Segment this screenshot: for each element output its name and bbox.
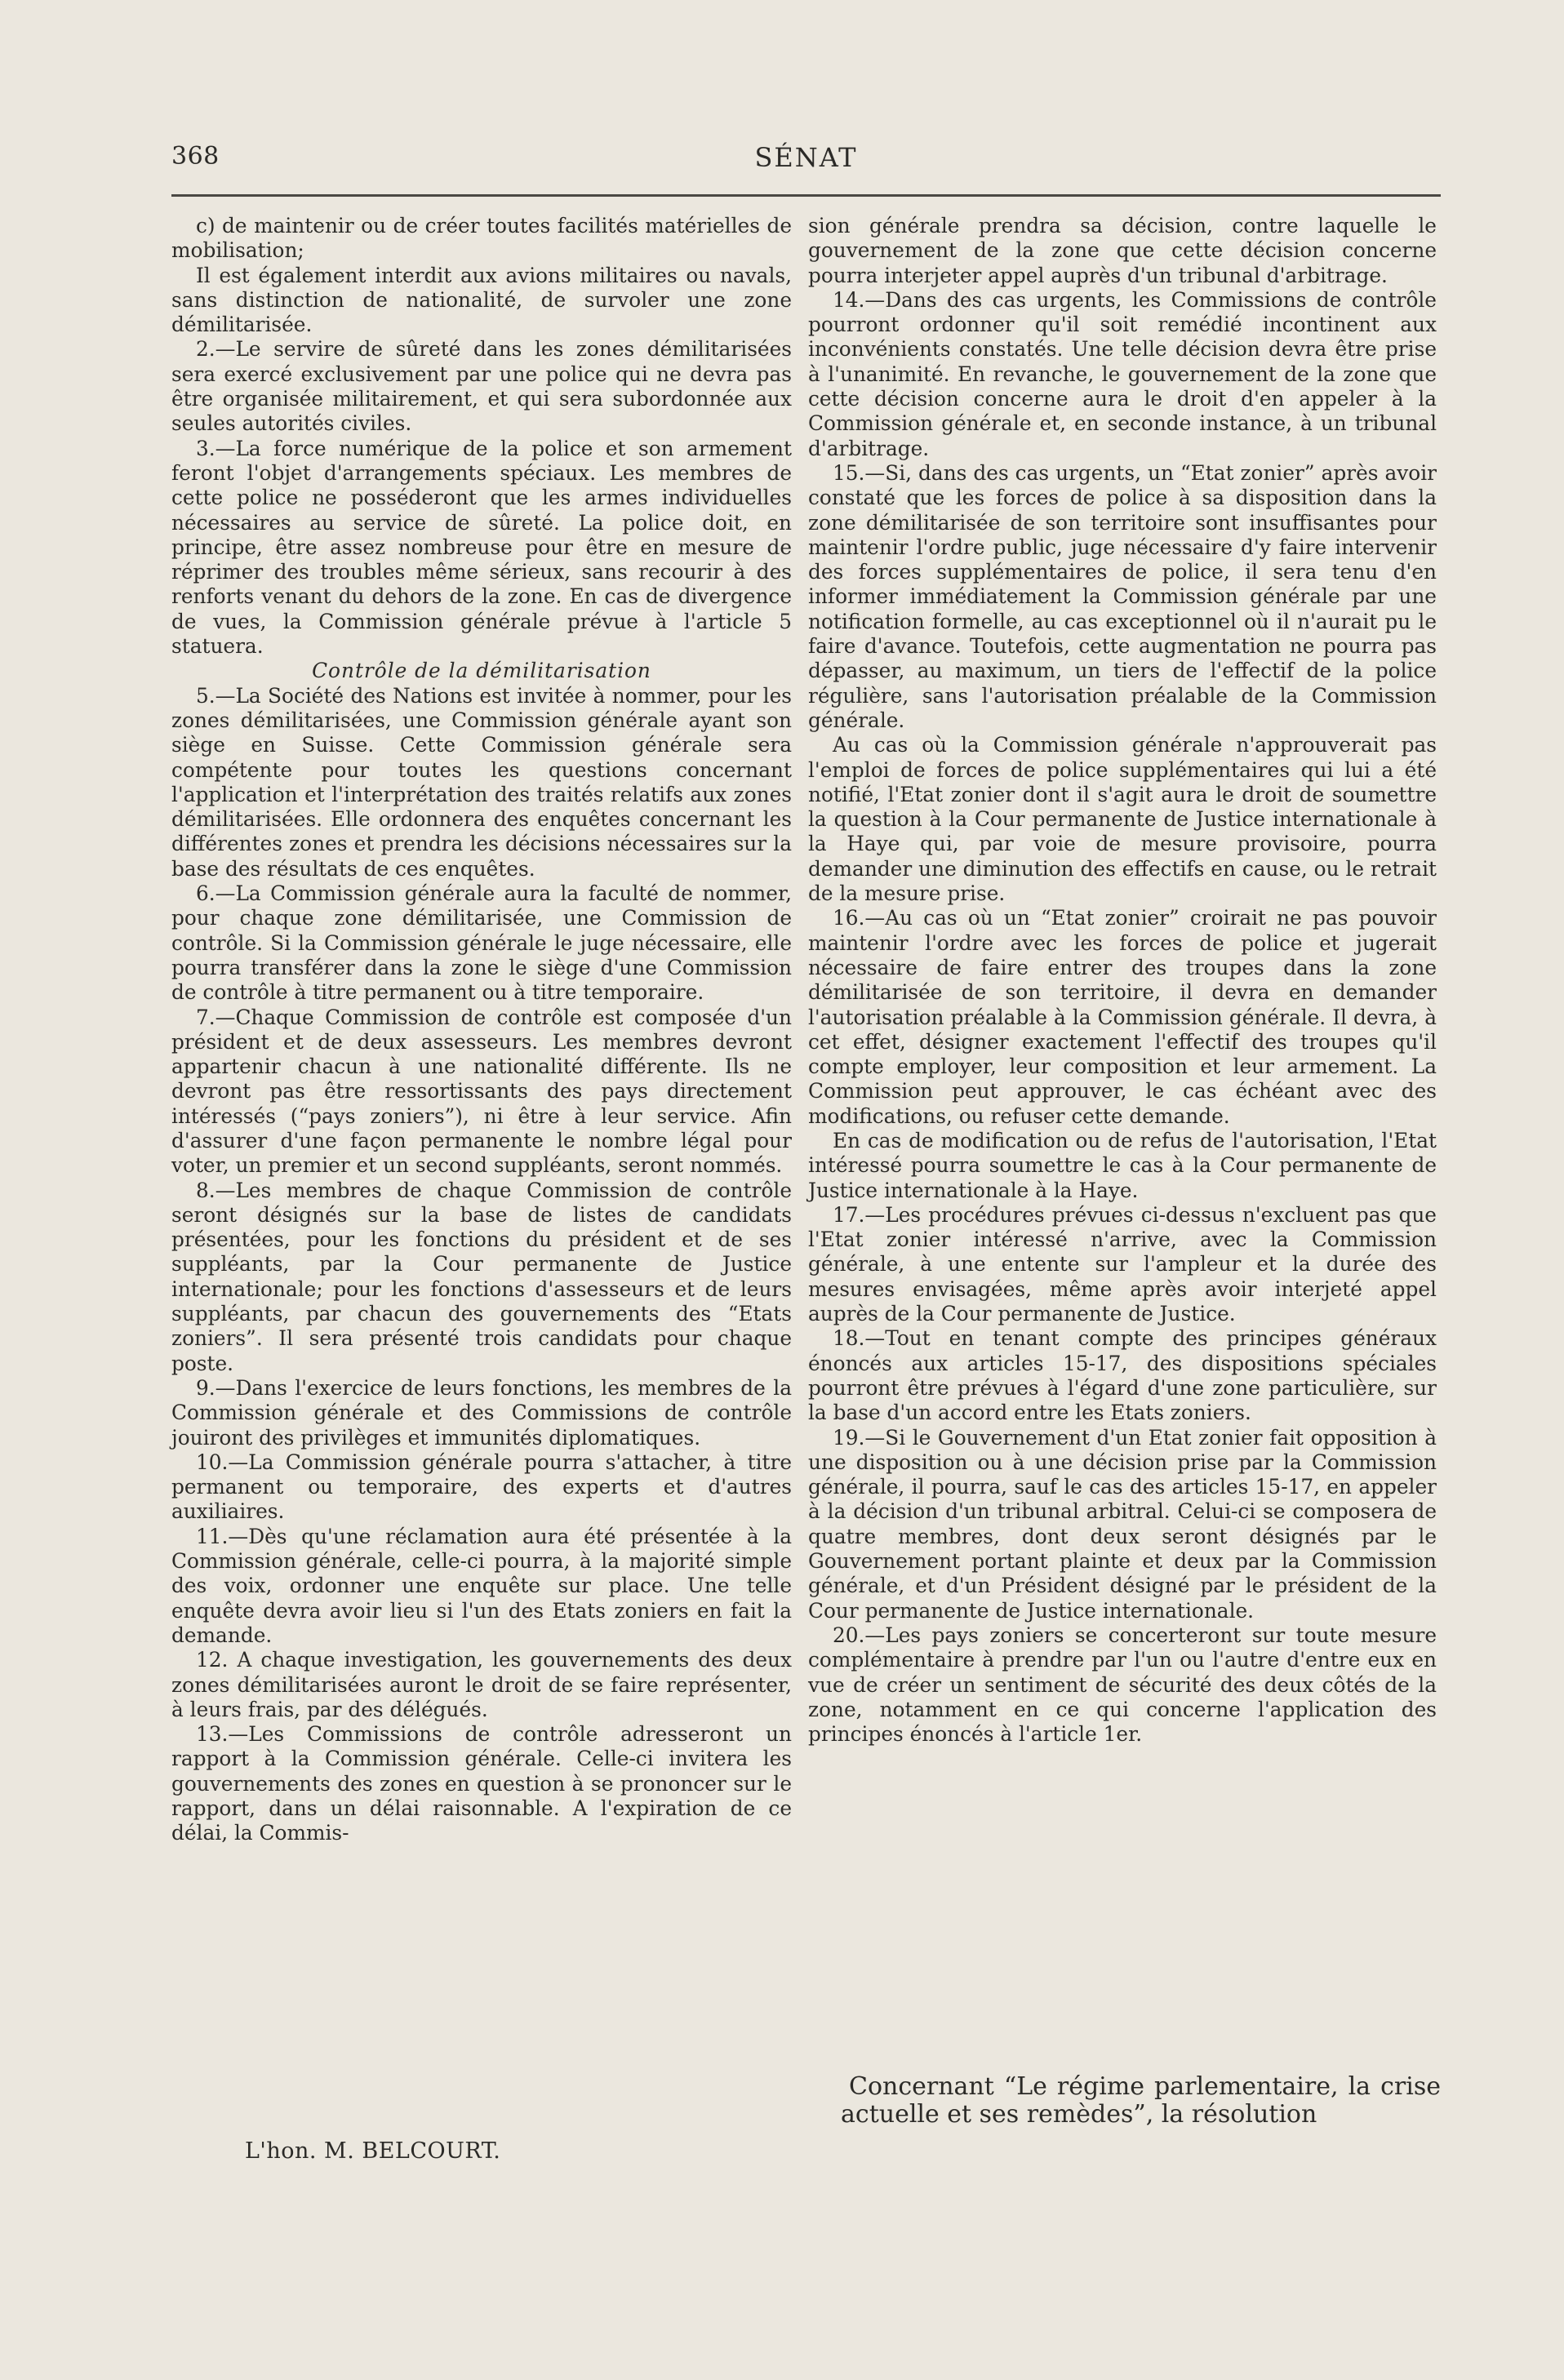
paragraph: 11.—Dès qu'une réclamation aura été présentée à la Commission générale, celle-ci pourra, à la majorité simple des voix, ordonner une enquête sur place. Une telle enquête devra avoir lieu si l'un des Etats zoniers en fait la demande. (171, 1524, 792, 1647)
paragraph: 17.—Les procédures prévues ci-dessus n'excluent pas que l'Etat zonier intéressé n'arrive, avec la Commission générale, à une entente sur l'ampleur et la durée des mesures envisagées, même après avoir interjeté appel auprès de la Cour permanente de Justice. (808, 1202, 1437, 1326)
closing-paragraph: Concernant “Le régime parlementaire, la crise actuelle et ses remèdes”, la résolution (841, 2072, 1441, 2129)
paragraph: 7.—Chaque Commission de contrôle est composée d'un président et de deux assesseurs. Les membres devront appartenir chacun à une nationalité différente. Ils ne devront pas être ressortissants des pays directement intéressés (“pays zoniers”), ni être à leur service. Afin d'assurer d'une façon permanente le nombre légal pour voter, un premier et un second suppléants, seront nommés. (171, 1005, 792, 1178)
paragraph: 9.—Dans l'exercice de leurs fonctions, les membres de la Commission générale et des Commissions de contrôle jouiront des privilèges et immunités diplomatiques. (171, 1375, 792, 1450)
paragraph: Il est également interdit aux avions militaires ou navals, sans distinction de nationalité, de survoler une zone démilitarisée. (171, 263, 792, 337)
paragraph: c) de maintenir ou de créer toutes facilités matérielles de mobilisation; (171, 214, 792, 263)
paragraph: 20.—Les pays zoniers se concerteront sur toute mesure complémentaire à prendre par l'un ou l'autre d'entre eux en vue de créer un sentiment de sécurité des deux côtés de la zone, notamment en ce qui concerne l'application des principes énoncés à l'article 1er. (808, 1623, 1437, 1747)
paragraph: 3.—La force numérique de la police et son armement feront l'objet d'arrangements spéciaux. Les membres de cette police ne posséderont que les armes individuelles nécessaires au service de sûreté. La police doit, en principe, être assez nombreuse pour être en mesure de réprimer des troubles même sérieux, sans recourir à des renforts venant du dehors de la zone. En cas de divergence de vues, la Commission générale prévue à l'article 5 statuera. (171, 436, 792, 659)
right-column (808, 214, 1437, 1747)
paragraph: 14.—Dans des cas urgents, les Commissions de contrôle pourront ordonner qu'il soit remédié incontinent aux inconvénients constatés. Une telle décision devra être prise à l'unanimité. En revanche, le gouvernement de la zone que cette décision concerne aura le droit d'en appeler à la Commission générale et, en seconde instance, à un tribunal d'arbitrage. (808, 287, 1437, 460)
paragraph: 10.—La Commission générale pourra s'attacher, à titre permanent ou temporaire, des experts et d'autres auxiliaires. (171, 1450, 792, 1524)
left-column (171, 214, 792, 1846)
running-head: SÉNAT (754, 142, 858, 173)
paragraph: 19.—Si le Gouvernement d'un Etat zonier fait opposition à une disposition ou à une décision prise par la Commission générale, il pourra, sauf le cas des articles 15-17, en appeler à la décision d'un tribunal arbitral. Celui-ci se composera de quatre membres, dont deux seront désignés par le Gouvernement portant plainte et deux par la Commission générale, et d'un Président désigné par le président de la Cour permanente de Justice internationale. (808, 1425, 1437, 1623)
paragraph: 5.—La Société des Nations est invitée à nommer, pour les zones démilitarisées, une Commission générale ayant son siège en Suisse. Cette Commission générale sera compétente pour toutes les questions concernant l'application et l'interprétation des traités relatifs aux zones démilitarisées. Elle ordonnera des enquêtes concernant les différentes zones et prendra les décisions nécessaires sur la base des résultats de ces enquêtes. (171, 683, 792, 881)
page-number: 368 (171, 142, 220, 171)
paragraph: 2.—Le servire de sûreté dans les zones démilitarisées sera exercé exclusivement par une police qui ne devra pas être organisée militairement, et qui sera subordonnée aux seules autorités civiles. (171, 337, 792, 436)
header-rule (171, 194, 1441, 197)
paragraph: 15.—Si, dans des cas urgents, un “Etat zonier” après avoir constaté que les forces de police à sa disposition dans la zone démilitarisée de son territoire sont insuffisantes pour maintenir l'ordre public, juge nécessaire d'y faire intervenir des forces supplémentaires de police, il sera tenu d'en informer immédiatement la Commission générale par une notification formelle, au cas exceptionnel où il n'aurait pu le faire d'avance. Toutefois, cette augmentation ne pourra pas dépasser, au maximum, un tiers de l'effectif de la police régulière, sans l'autorisation préalable de la Commission générale. (808, 460, 1437, 732)
paragraph: 8.—Les membres de chaque Commission de contrôle seront désignés sur la base de listes de candidats présentées, pour les fonctions du président et de ses suppléants, par la Cour permanente de Justice internationale; pour les fonctions d'assesseurs et de leurs suppléants, par chacun des gouvernements des “Etats zoniers”. Il sera présenté trois candidats pour chaque poste. (171, 1178, 792, 1375)
section-heading: Contrôle de la démilitarisation (312, 659, 651, 683)
paragraph: sion générale prendra sa décision, contre laquelle le gouvernement de la zone que cette décision concerne pourra interjeter appel auprès d'un tribunal d'arbitrage. (808, 214, 1437, 287)
page-header (171, 142, 1441, 175)
paragraph: 6.—La Commission générale aura la faculté de nommer, pour chaque zone démilitarisée, une Commission de contrôle. Si la Commission générale le juge nécessaire, elle pourra transférer dans la zone le siège d'une Commission de contrôle à titre permanent ou à titre temporaire. (171, 881, 792, 1005)
paragraph: En cas de modification ou de refus de l'autorisation, l'Etat intéressé pourra soumettre le cas à la Cour permanente de Justice internationale à la Haye. (808, 1128, 1437, 1202)
paragraph: Au cas où la Commission générale n'approuverait pas l'emploi de forces de police supplémentaires qui lui a été notifié, l'Etat zonier dont il s'agit aura le droit de soumettre la question à la Cour permanente de Justice internationale à la Haye qui, par voie de mesure provisoire, pourra demander une diminution des effectifs en cause, ou le retrait de la mesure prise. (808, 733, 1437, 906)
paragraph: 12. A chaque investigation, les gouvernements des deux zones démilitarisées auront le droit de se faire représenter, à leurs frais, par des délégués. (171, 1648, 792, 1721)
paragraph: 13.—Les Commissions de contrôle adresseront un rapport à la Commission générale. Celle-ci invitera les gouvernements des zones en question à se prononcer sur le rapport, dans un délai raisonnable. A l'expiration de ce délai, la Commis- (171, 1722, 792, 1845)
paragraph: 16.—Au cas où un “Etat zonier” croirait ne pas pouvoir maintenir l'ordre avec les forces de police et jugerait nécessaire de faire entrer des troupes dans la zone démilitarisée de son territoire, il devra en demander l'autorisation préalable à la Commission générale. Il devra, à cet effet, désigner exactement l'effectif des troupes qu'il compte employer, leur composition et leur armement. La Commission peut approuver, le cas échéant avec des modifications, ou refuser cette demande. (808, 906, 1437, 1128)
paragraph: 18.—Tout en tenant compte des principes généraux énoncés aux articles 15-17, des dispositions spéciales pourront être prévues à l'égard d'une zone particulière, sur la base d'un accord entre les Etats zoniers. (808, 1326, 1437, 1425)
signature: L'hon. M. BELCOURT. (245, 2138, 501, 2164)
